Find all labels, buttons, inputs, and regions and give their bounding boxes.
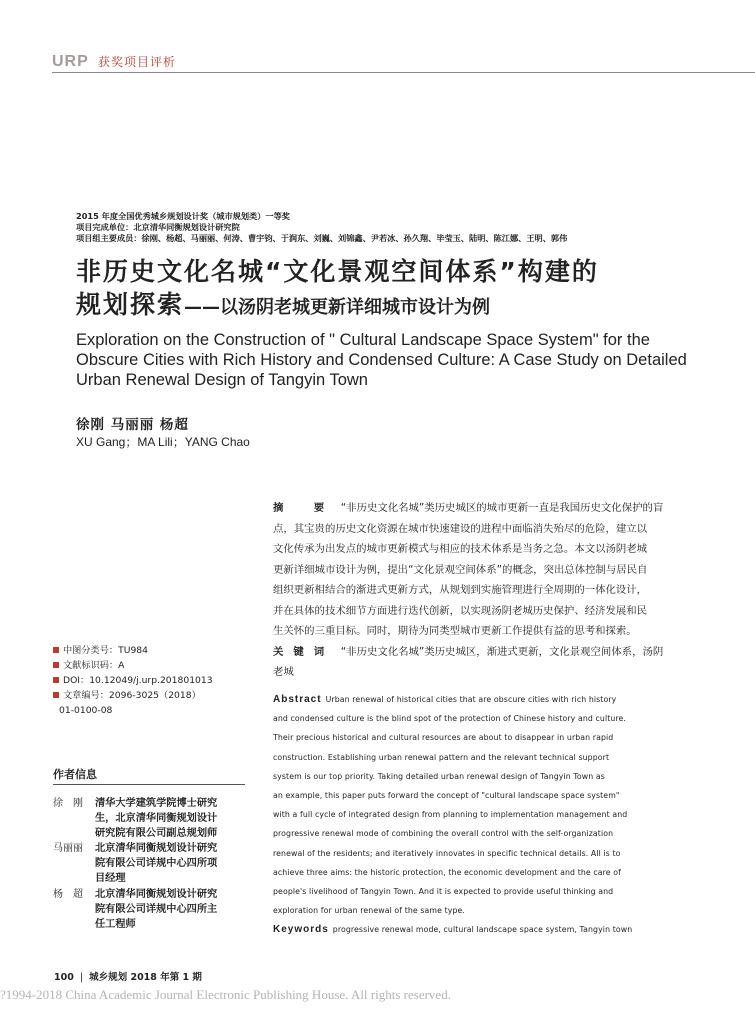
- abstract-en-line: renewal of the residents; and iteratively innovates in specific technical details. All is to: [273, 848, 621, 858]
- abstract-cn-line: 并在具体的技术细节方面进行迭代创新，以实现汤阴老城历史保护、经济发展和民: [273, 604, 648, 617]
- doc-code-text: 文献标识码：A: [63, 660, 125, 671]
- abstract-cn-text: “非历史文化名城”类历史城区的城市更新一直是我国历史文化保护的盲: [340, 502, 664, 514]
- abstract-cn-label: 摘 要: [273, 502, 335, 514]
- author-info-desc: [95, 887, 217, 932]
- title-cn-main: 规划探索: [76, 290, 185, 319]
- award-organization: 项目完成单位：北京清华同衡规划设计研究院: [76, 222, 240, 232]
- author-info-name: 马丽丽: [53, 843, 83, 854]
- abstract-cn-line: [273, 498, 685, 519]
- abstract-en-line: [273, 690, 632, 709]
- abstract-cn-line: 组织更新相结合的渐进式更新方式，从规划到实施管理进行全周期的一体化设计，: [273, 584, 648, 596]
- abstract-en-line: construction. Establishing urban renewal pattern and the relevant technical support: [273, 752, 610, 762]
- keywords-cn-line: [273, 642, 685, 663]
- keywords-en-line: [273, 920, 632, 939]
- author-info-name: 徐 刚: [53, 798, 83, 809]
- authors-en: XU Gang；MA Lili；YANG Chao: [76, 435, 250, 449]
- title-cn-subtitle: ——以汤阴老城更新详细城市设计为例: [184, 297, 491, 318]
- abstract-en-line: exploration for urban renewal of the same type.: [273, 906, 465, 916]
- author-info-desc: [95, 796, 217, 841]
- keywords-cn-label: 关键词: [273, 645, 335, 658]
- keywords-cn-line: 老城: [273, 666, 294, 678]
- author-desc-line: 院有限公司详规中心四所主: [95, 904, 218, 915]
- title-en-line2: Obscure Cities with Rich History and Condensed Culture: A Case Study on Detailed: [76, 351, 687, 369]
- abstract-en: [273, 690, 632, 940]
- keywords-en-text: progressive renewal mode, cultural landscape space system, Tangyin town: [332, 925, 633, 935]
- abstract-en-label: Abstract: [273, 694, 322, 705]
- abstract-en-text: Urban renewal of historical cities that are obscure cities with rich history: [325, 695, 617, 704]
- clc-text: 中图分类号：TU984: [63, 645, 148, 656]
- keywords-en-label: Keywords: [273, 924, 329, 936]
- author-desc-line: 目经理: [95, 873, 126, 884]
- author-desc-line: 院有限公司详规中心四所项: [95, 858, 218, 869]
- bullet-square-icon: [53, 647, 59, 653]
- title-cn-line2: [76, 290, 490, 323]
- journal-logo: URP: [52, 53, 89, 70]
- abstract-en-line: system is our top priority. Taking detailed urban renewal design of Tangyin Town as: [273, 771, 605, 781]
- article-number-cont: 01-0100-08: [59, 705, 113, 716]
- section-label: 获奖项目评析: [98, 55, 177, 69]
- title-cn-line1: 非历史文化名城“文化景观空间体系”构建的: [76, 257, 599, 286]
- title-en-line1: Exploration on the Construction of " Cultural Landscape Space System" for the: [76, 331, 650, 349]
- author-desc-line: 研究院有限公司副总规划师: [95, 828, 218, 839]
- author-desc-line: 北京清华同衡规划设计研究: [95, 889, 218, 900]
- abstract-en-line: an example, this paper puts forward the concept of "cultural landscape space system": [273, 791, 620, 801]
- keywords-cn-text: “非历史文化名城”类历史城区，渐进式更新，文化景观空间体系，汤阴: [340, 645, 664, 658]
- author-desc-line: 北京清华同衡规划设计研究: [95, 843, 218, 854]
- abstract-en-line: and condensed culture is the blind spot of the protection of Chinese history and culture.: [273, 714, 627, 724]
- abstract-cn-line: 文化传承为出发点的城市更新模式与相应的技术体系是当务之急。本文以汤阴老城: [273, 543, 648, 555]
- header-divider: [52, 72, 755, 73]
- author-info-divider: [53, 784, 245, 785]
- authors-cn: 徐刚 马丽丽 杨超: [76, 417, 189, 433]
- award-members: 项目组主要成员：徐刚、杨超、马丽丽、何涛、曹宇钧、于润东、刘巍、刘锦鑫、尹若冰、孙久翔、毕莹玉、陆明、陈江娜、王明、郭伟: [76, 233, 568, 243]
- abstract-en-line: people's livelihood of Tangyin Town. And it is expected to provide useful thinking and: [273, 887, 614, 897]
- bullet-square-icon: [53, 662, 59, 668]
- article-number-text: 文章编号：2096-3025（2018）: [63, 690, 201, 701]
- abstract-cn: [273, 498, 685, 683]
- doi: [53, 675, 213, 687]
- abstract-cn-line: 点，其宝贵的历史文化资源在城市快速建设的进程中面临消失殆尽的危险，建立以: [273, 522, 648, 535]
- author-desc-line: 清华大学建筑学院博士研究: [95, 798, 218, 809]
- journal-issue: 城乡规划 2018 年第 1 期: [89, 972, 202, 983]
- page-footer: [54, 969, 202, 983]
- abstract-en-line: progressive renewal mode of combining the overall control with the self-organization: [273, 829, 614, 839]
- title-en-line3: Urban Renewal Design of Tangyin Town: [76, 371, 368, 389]
- article-number: [53, 690, 201, 702]
- author-info-name: 杨 超: [53, 889, 83, 900]
- clc-number: [53, 645, 148, 657]
- footer-separator: |: [76, 972, 87, 983]
- author-desc-line: 任工程师: [95, 919, 136, 930]
- abstract-cn-line: 更新详细城市设计为例，提出“文化景观空间体系”的概念，突出总体控制与居民自: [273, 563, 648, 576]
- abstract-cn-line: 生关怀的三重目标。同时，期待为同类型城市更新工作提供有益的思考和探索。: [273, 625, 637, 637]
- author-info-heading: 作者信息: [53, 768, 97, 781]
- page-number: 100: [54, 972, 74, 983]
- abstract-en-line: with a full cycle of integrated design from planning to implementation management and: [273, 810, 628, 820]
- copyright-watermark: ?1994-2018 China Academic Journal Electronic Publishing House. All rights reserved.: [0, 987, 451, 1002]
- abstract-en-line: Their precious historical and cultural resources are about to disappear in urban rapid: [273, 733, 614, 743]
- author-info-desc: [95, 841, 217, 886]
- bullet-square-icon: [53, 692, 59, 698]
- abstract-en-line: achieve three aims: the historic protection, the economic development and the care of: [273, 867, 621, 877]
- doi-text: DOI：10.12049/j.urp.201801013: [63, 675, 213, 686]
- author-desc-line: 生，北京清华同衡规划设计: [95, 813, 218, 824]
- bullet-square-icon: [53, 677, 59, 683]
- document-code: [53, 660, 124, 672]
- award-line: 2015 年度全国优秀城乡规划设计奖（城市规划类）一等奖: [76, 211, 290, 221]
